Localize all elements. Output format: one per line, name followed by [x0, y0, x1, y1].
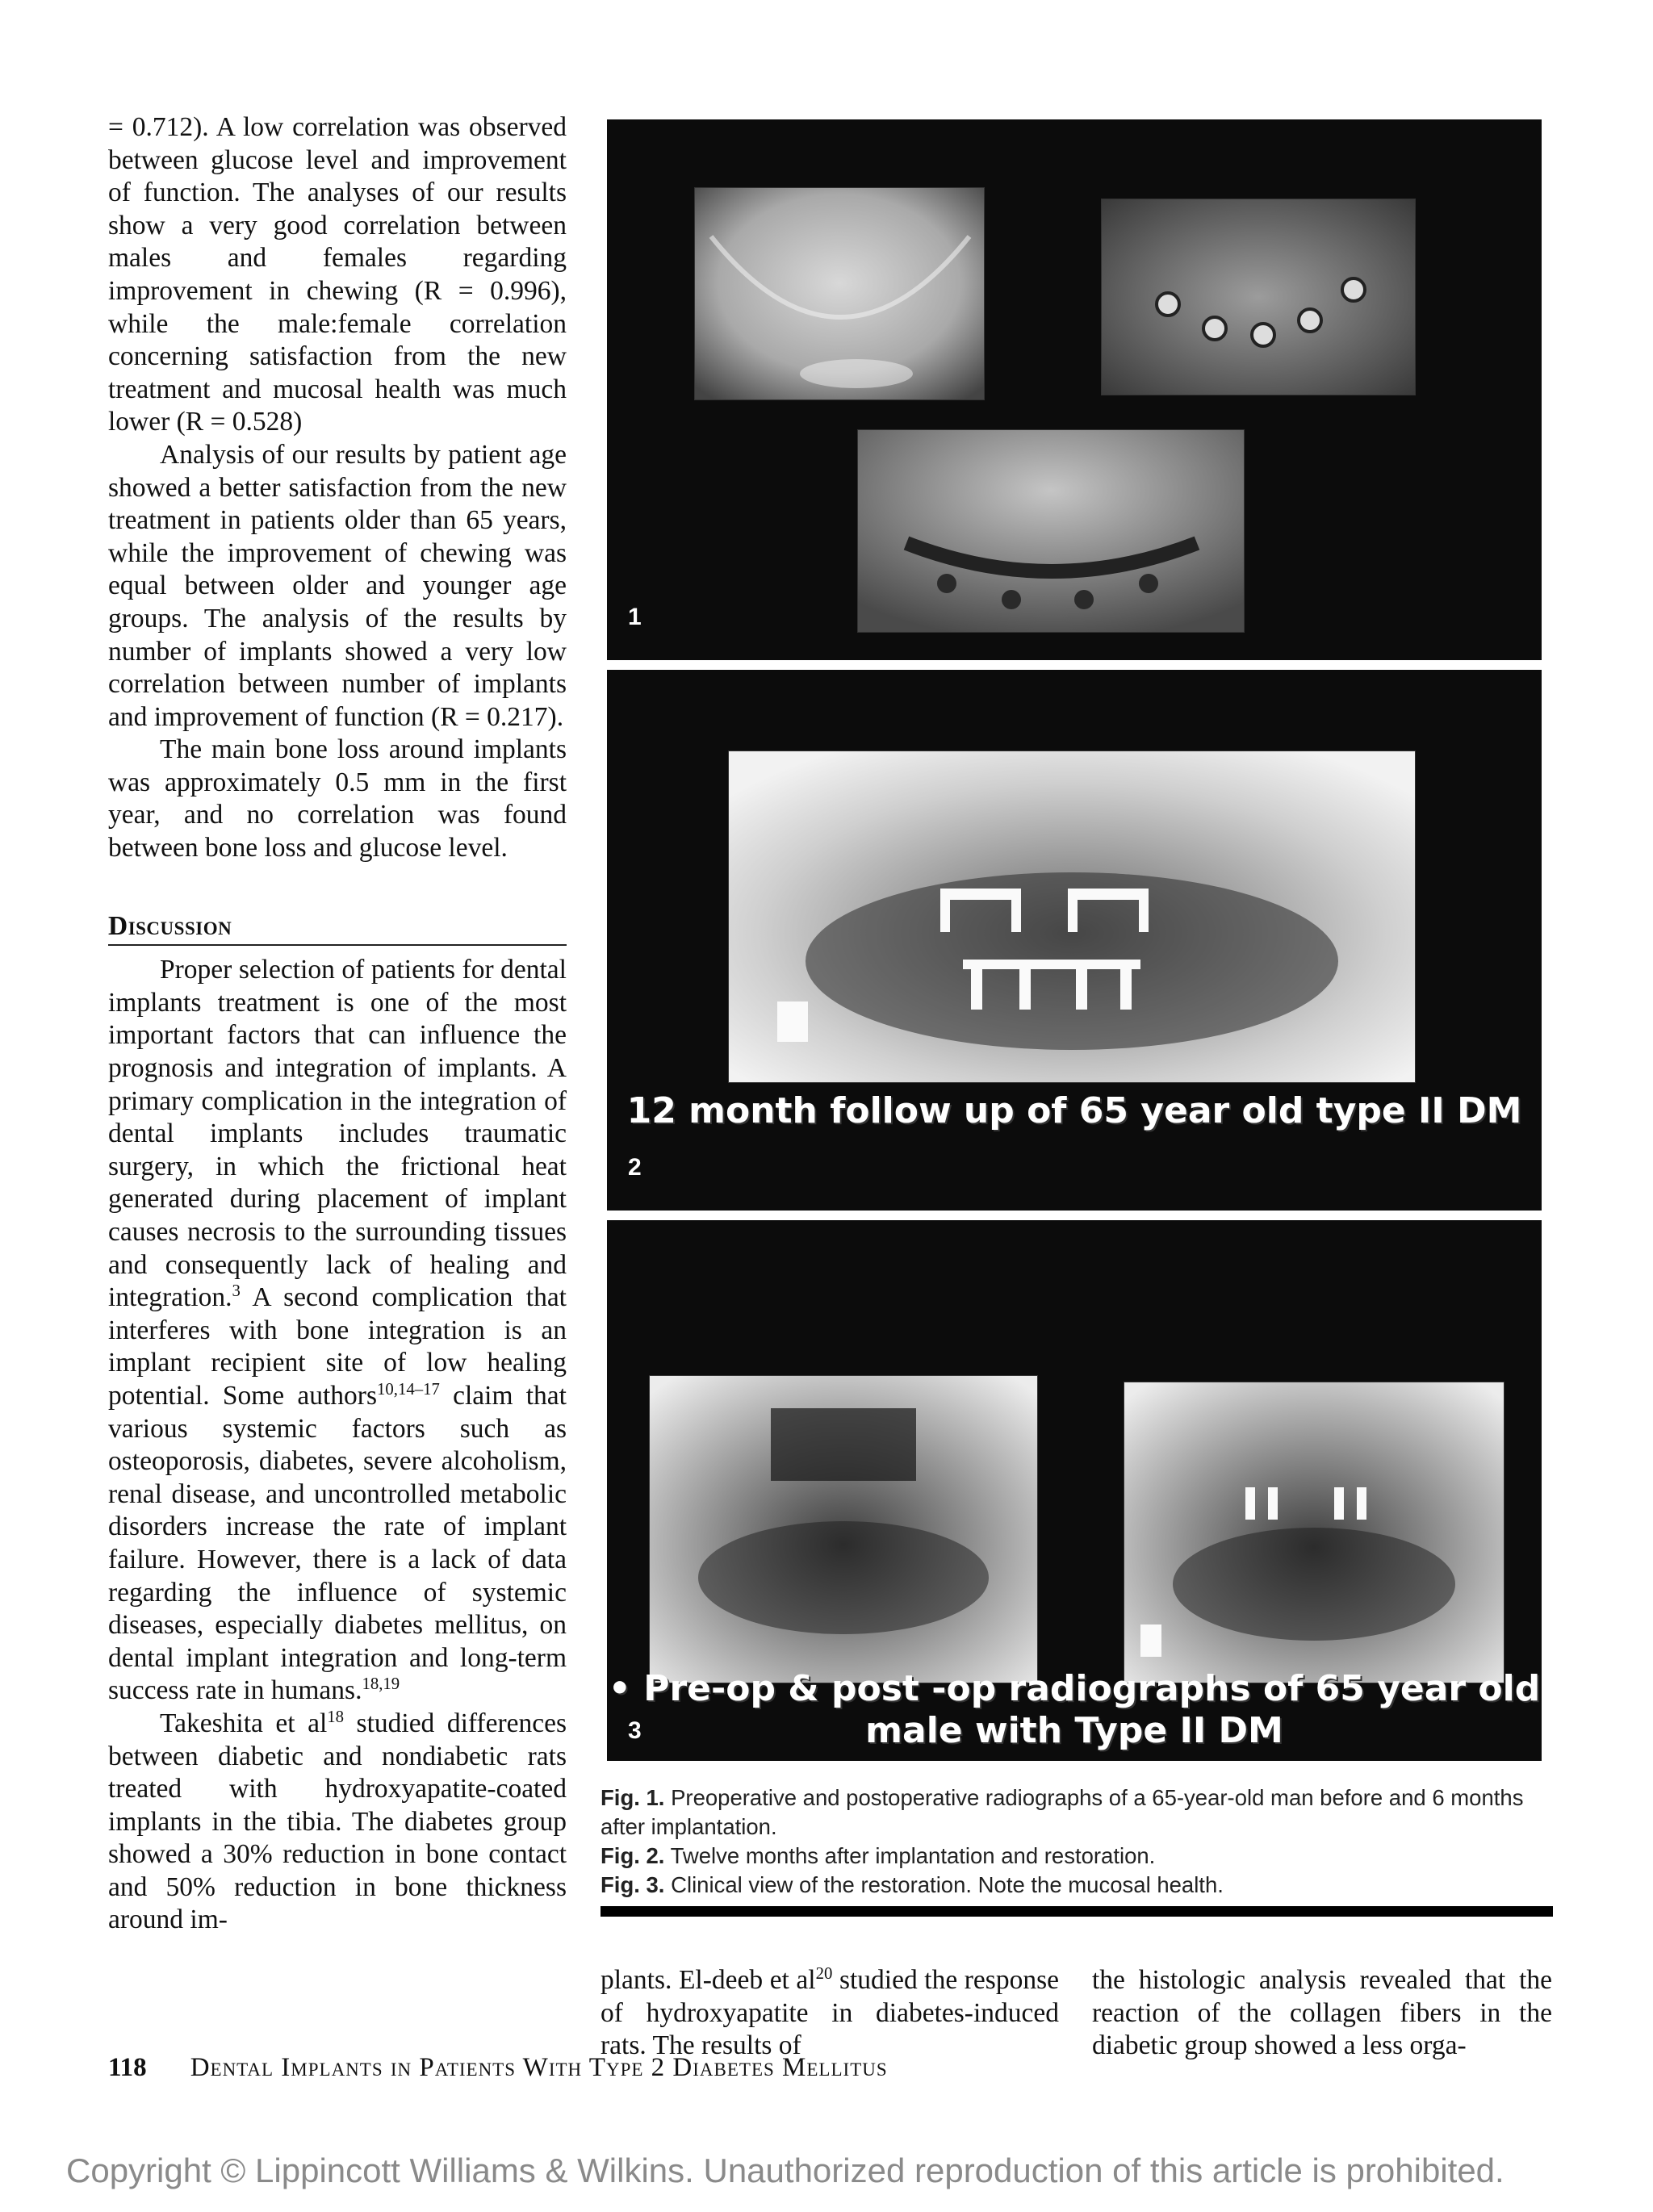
copyright-notice: Copyright © Lippincott Williams & Wilkins. Unauthorized reproduction of this article is prohibited.: [66, 2151, 1504, 2189]
preop-radiograph: [649, 1375, 1038, 1683]
radiograph-overlay-caption-line1: • Pre-op & post -op radiographs of 65 year old: [608, 1668, 1541, 1709]
panoramic-radiograph: [728, 751, 1416, 1083]
figure-caption: [601, 1783, 1553, 1900]
caption-divider: [601, 1906, 1553, 1917]
citation-ref: 20: [815, 1963, 833, 1983]
results-paragraph-2: Analysis of our results by patient age showed a better satisfaction from the new treatment in patients older than 65 years, while the improvement of chewing was equal between older and younger age groups. The analysis of the results by number of implants showed a very low correlation between number of implants and improvement of function (R = 0.217).: [108, 439, 567, 732]
citation-ref: 3: [232, 1282, 241, 1301]
right-text-column: [1092, 1964, 1552, 2063]
figure-panel-1: [607, 119, 1542, 660]
results-paragraph-1: = 0.712). A low correlation was observed between glucose level and improvement of function. The analyses of our results show a very good correlation between males and females regarding improvement in chewing (R = 0.996), while the male:female correlation concerning satisfaction from the new treatment and mucosal health was much lower (R = 0.528): [108, 112, 567, 437]
clinical-photo-implant-abutments: [1101, 199, 1416, 395]
radiograph-overlay-caption-line2: male with Type II DM: [865, 1710, 1283, 1751]
radiograph-overlay-caption: 12 month follow up of 65 year old type II DM: [626, 1090, 1522, 1131]
caption-fig-1: Fig. 1. Preoperative and postoperative radiographs of a 65-year-old man before and 6 months after implantation.: [601, 1785, 1524, 1839]
body-paragraph: the histologic analysis revealed that the reaction of the collagen fibers in the diabetic group showed a less orga-: [1092, 1965, 1552, 2061]
citation-ref: 18,19: [362, 1675, 400, 1694]
body-paragraph: plants. El-deeb et $al^{20}$ studied the response of hydroxyapatite in diabetes-induced rats. The results of: [601, 1963, 1059, 2061]
citation-ref: 10,14–17: [377, 1379, 440, 1399]
panel-number: 3: [628, 1717, 642, 1744]
clinical-photo-edentulous-mandible: [694, 187, 985, 400]
discussion-paragraph-1: Proper selection of patients for dental implants treatment is one of the most important factors that can influence the prognosis and integration of implants. A primary complication in the integration of dental implants includes traumatic surgery, in which the frictional heat generated during placement of implant causes necrosis to the surrounding tissues and consequently lack of healing and integration.$^3$ A second complication that interferes with bone integration is an implant recipient site of low healing potential. Some authors$^{10,14-17}$ claim that various systemic factors such as osteoporosis, diabetes, severe alcoholism, renal disease, and uncontrolled metabolic disorders increase the rate of implant failure. However, there is a lack of data regarding the influence of systemic diseases, especially diabetes mellitus, on dental implant integration and long-term success rate in humans.$^{18,19}$: [108, 955, 567, 1706]
figure-panel-3: [607, 1220, 1542, 1761]
caption-fig-2: Fig. 2. Twelve months after implantation and restoration.: [601, 1843, 1156, 1868]
section-heading-discussion: Discussion: [108, 910, 567, 947]
running-title: Dental Implants in Patients With Type 2 Diabetes Mellitus: [190, 2053, 888, 2082]
postop-radiograph: [1124, 1382, 1504, 1683]
results-paragraph-3: The main bone loss around implants was approximately 0.5 mm in the first year, and no correlation was found between bone loss and glucose level.: [108, 734, 567, 863]
page-number: 118: [108, 2053, 147, 2082]
middle-text-column: [601, 1964, 1059, 2063]
panel-number: 2: [628, 1154, 642, 1181]
caption-fig-3: Fig. 3. Clinical view of the restoration. Note the mucosal health.: [601, 1872, 1224, 1897]
figure-panel-2: [607, 670, 1542, 1211]
discussion-paragraph-2: Takeshita et $al^{18}$ studied differences between diabetic and nondiabetic rats treated with hydroxyapatite-coated implants in the tibia. The diabetes group showed a 30% reduction in bone contact and 50% reduction in bone thickness around im-: [108, 1707, 567, 1935]
panel-number: 1: [628, 604, 642, 630]
clinical-photo-restoration-bar: [857, 429, 1245, 633]
page-footer: [108, 2053, 888, 2083]
citation-ref: 18: [327, 1707, 345, 1726]
left-text-column: [108, 111, 567, 1937]
